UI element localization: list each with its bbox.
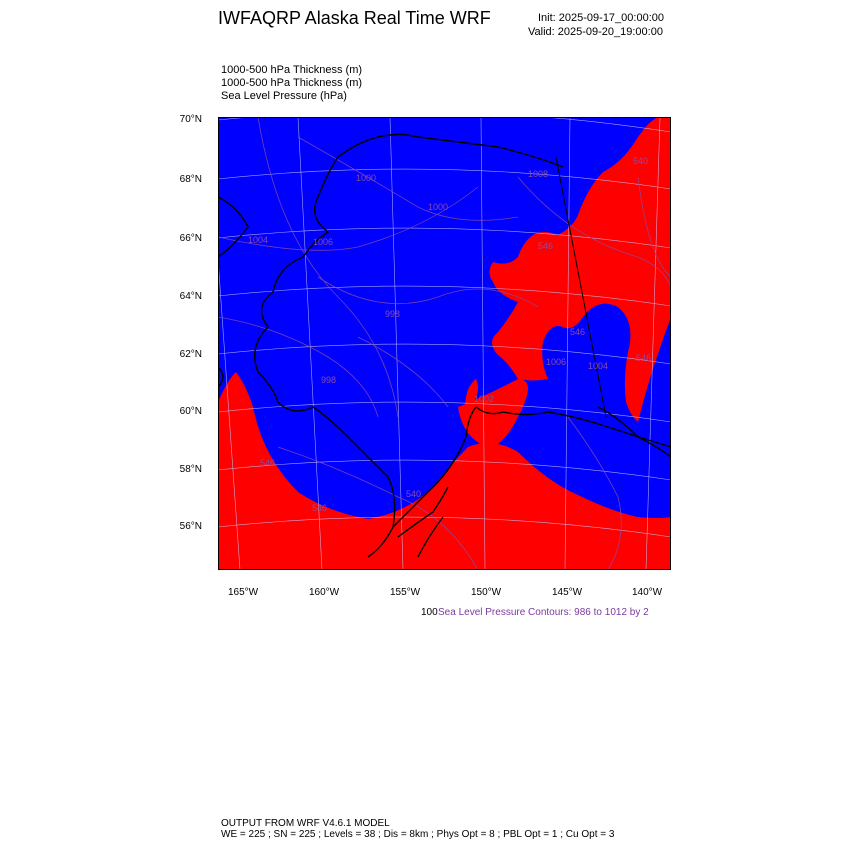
lon-label-160: 160°W: [309, 587, 340, 598]
contour-label: 546: [312, 503, 328, 513]
contour-label: 1004: [248, 235, 269, 245]
lon-label-155: 155°W: [390, 587, 421, 598]
lon-label-140: 140°W: [632, 587, 663, 598]
contour-label: 1002: [474, 394, 495, 404]
lat-label-70: 70°N: [179, 114, 202, 125]
field-label-thickness: 1000-500 hPa Thickness (m): [221, 64, 363, 76]
contour-label: 1000: [356, 173, 377, 183]
contour-label: 1000: [428, 202, 449, 212]
contour-label: 546: [538, 241, 554, 251]
valid-time: Valid: 2025-09-20_19:00:00: [528, 26, 663, 38]
lat-label-62: 62°N: [179, 349, 202, 360]
lon-label-150: 150°W: [471, 587, 502, 598]
thickness-slp-map: [218, 117, 671, 570]
lat-label-56: 56°N: [179, 521, 202, 532]
contour-label: 1006: [313, 237, 334, 247]
lat-label-68: 68°N: [179, 174, 202, 185]
lon-label-165: 165°W: [228, 587, 259, 598]
lat-label-60: 60°N: [179, 406, 202, 417]
contour-label: 546: [570, 327, 586, 337]
lat-label-66: 66°N: [179, 233, 202, 244]
lat-label-64: 64°N: [179, 291, 202, 302]
lon-label-145: 145°W: [552, 587, 583, 598]
contour-scale-value: 100: [421, 607, 438, 618]
contour-label: 546: [636, 353, 652, 363]
contour-label: 540: [633, 156, 649, 166]
lat-label-58: 58°N: [179, 464, 202, 475]
model-info-line2: WE = 225 ; SN = 225 ; Levels = 38 ; Dis = 8km ; Phys Opt = 8 ; PBL Opt = 1 ; Cu Opt = 3: [221, 829, 615, 840]
map-title: IWFAQRP Alaska Real Time WRF: [218, 8, 491, 28]
contour-label: 1006: [546, 357, 567, 367]
contour-label: 1008: [528, 169, 549, 179]
contour-label: 1004: [588, 361, 609, 371]
contour-label: 998: [385, 309, 401, 319]
contour-label: 540: [406, 489, 422, 499]
field-label-thickness-2: 1000-500 hPa Thickness (m): [221, 77, 363, 89]
model-info-line1: OUTPUT FROM WRF V4.6.1 MODEL: [221, 818, 390, 829]
slp-contour-info: Sea Level Pressure Contours: 986 to 1012 by 2: [438, 607, 649, 618]
contour-label: 998: [321, 375, 337, 385]
init-time: Init: 2025-09-17_00:00:00: [538, 12, 664, 24]
contour-label: 546: [260, 458, 276, 468]
field-label-slp: Sea Level Pressure (hPa): [221, 90, 347, 102]
